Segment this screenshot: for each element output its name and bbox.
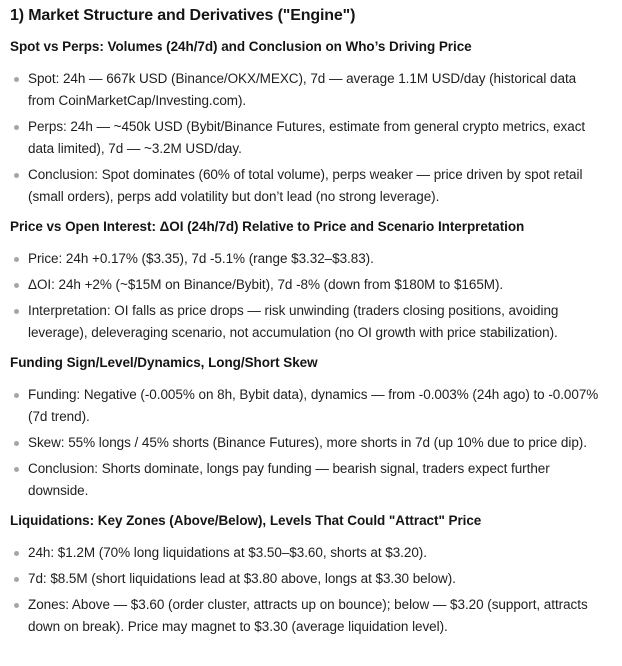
- bullet-dot-icon: [14, 257, 19, 262]
- section-liquidations: [10, 510, 606, 638]
- list-item: [10, 300, 606, 344]
- section-heading-spot-vs-perps: Spot vs Perps: Volumes (24h/7d) and Conclusion on Who’s Driving Price: [10, 39, 472, 54]
- list-item: [10, 568, 606, 590]
- bullet-list: [10, 542, 606, 638]
- list-item-text: Spot: 24h — 667k USD (Binance/OKX/MEXC), 7d — average 1.1M USD/day (historical data from CoinMarketCap/Investing.com).: [28, 71, 577, 108]
- bullet-dot-icon: [14, 309, 19, 314]
- list-item-text: Conclusion: Shorts dominate, longs pay funding — bearish signal, traders expect further downside.: [28, 461, 550, 498]
- list-item-text: 7d: $8.5M (short liquidations lead at $3.80 above, longs at $3.30 below).: [28, 571, 456, 586]
- bullet-dot-icon: [14, 467, 19, 472]
- list-item: [10, 164, 606, 208]
- bullet-dot-icon: [14, 283, 19, 288]
- section-price-vs-open-interest: [10, 216, 606, 344]
- bullet-dot-icon: [14, 393, 19, 398]
- section-heading-liquidations: Liquidations: Key Zones (Above/Below), Levels That Could "Attract" Price: [10, 513, 482, 528]
- list-item: [10, 384, 606, 428]
- bullet-dot-icon: [14, 603, 19, 608]
- bullet-list: [10, 68, 606, 208]
- list-item: [10, 248, 606, 270]
- list-item: [10, 116, 606, 160]
- list-item: [10, 274, 606, 296]
- bullet-dot-icon: [14, 441, 19, 446]
- list-item-text: Perps: 24h — ~450k USD (Bybit/Binance Futures, estimate from general crypto metrics, exact data limited), 7d — ~3.2M USD/day.: [28, 119, 586, 156]
- list-item-text: 24h: $1.2M (70% long liquidations at $3.50–$3.60, shorts at $3.20).: [28, 545, 427, 560]
- list-item-text: Interpretation: OI falls as price drops — risk unwinding (traders closing positions, avoiding leverage), deleveraging scenario, not accumulation (no OI growth with price stabilization).: [28, 303, 559, 340]
- list-item: [10, 594, 606, 638]
- list-item-text: Funding: Negative (-0.005% on 8h, Bybit data), dynamics — from -0.003% (24h ago) to -0.007% (7d trend).: [28, 387, 599, 424]
- list-item-text: Skew: 55% longs / 45% shorts (Binance Futures), more shorts in 7d (up 10% due to price dip).: [28, 435, 587, 450]
- list-item: [10, 542, 606, 564]
- bullet-dot-icon: [14, 77, 19, 82]
- bullet-dot-icon: [14, 577, 19, 582]
- list-item-text: ΔOI: 24h +2% (~$15M on Binance/Bybit), 7d -8% (down from $180M to $165M).: [28, 277, 504, 292]
- bullet-dot-icon: [14, 551, 19, 556]
- section-funding-skew: [10, 352, 606, 502]
- bullet-dot-icon: [14, 173, 19, 178]
- page-title: 1) Market Structure and Derivatives ("Engine"): [10, 7, 356, 24]
- list-item-text: Price: 24h +0.17% ($3.35), 7d -5.1% (range $3.32–$3.83).: [28, 251, 374, 266]
- list-item-text: Conclusion: Spot dominates (60% of total volume), perps weaker — price driven by spot retail (small orders), perps add volatility but don’t lead (no strong leverage).: [28, 167, 583, 204]
- list-item-text: Zones: Above — $3.60 (order cluster, attracts up on bounce); below — $3.20 (support, attracts down on break). Price may magnet to $3.30 (average liquidation level).: [28, 597, 588, 634]
- bullet-dot-icon: [14, 125, 19, 130]
- section-spot-vs-perps: [10, 36, 606, 208]
- bullet-list: [10, 384, 606, 502]
- list-item: [10, 68, 606, 112]
- section-heading-funding-skew: Funding Sign/Level/Dynamics, Long/Short Skew: [10, 355, 318, 370]
- list-item: [10, 432, 606, 454]
- bullet-list: [10, 248, 606, 344]
- section-heading-price-vs-open-interest: Price vs Open Interest: ΔOI (24h/7d) Relative to Price and Scenario Interpretation: [10, 219, 525, 234]
- list-item: [10, 458, 606, 502]
